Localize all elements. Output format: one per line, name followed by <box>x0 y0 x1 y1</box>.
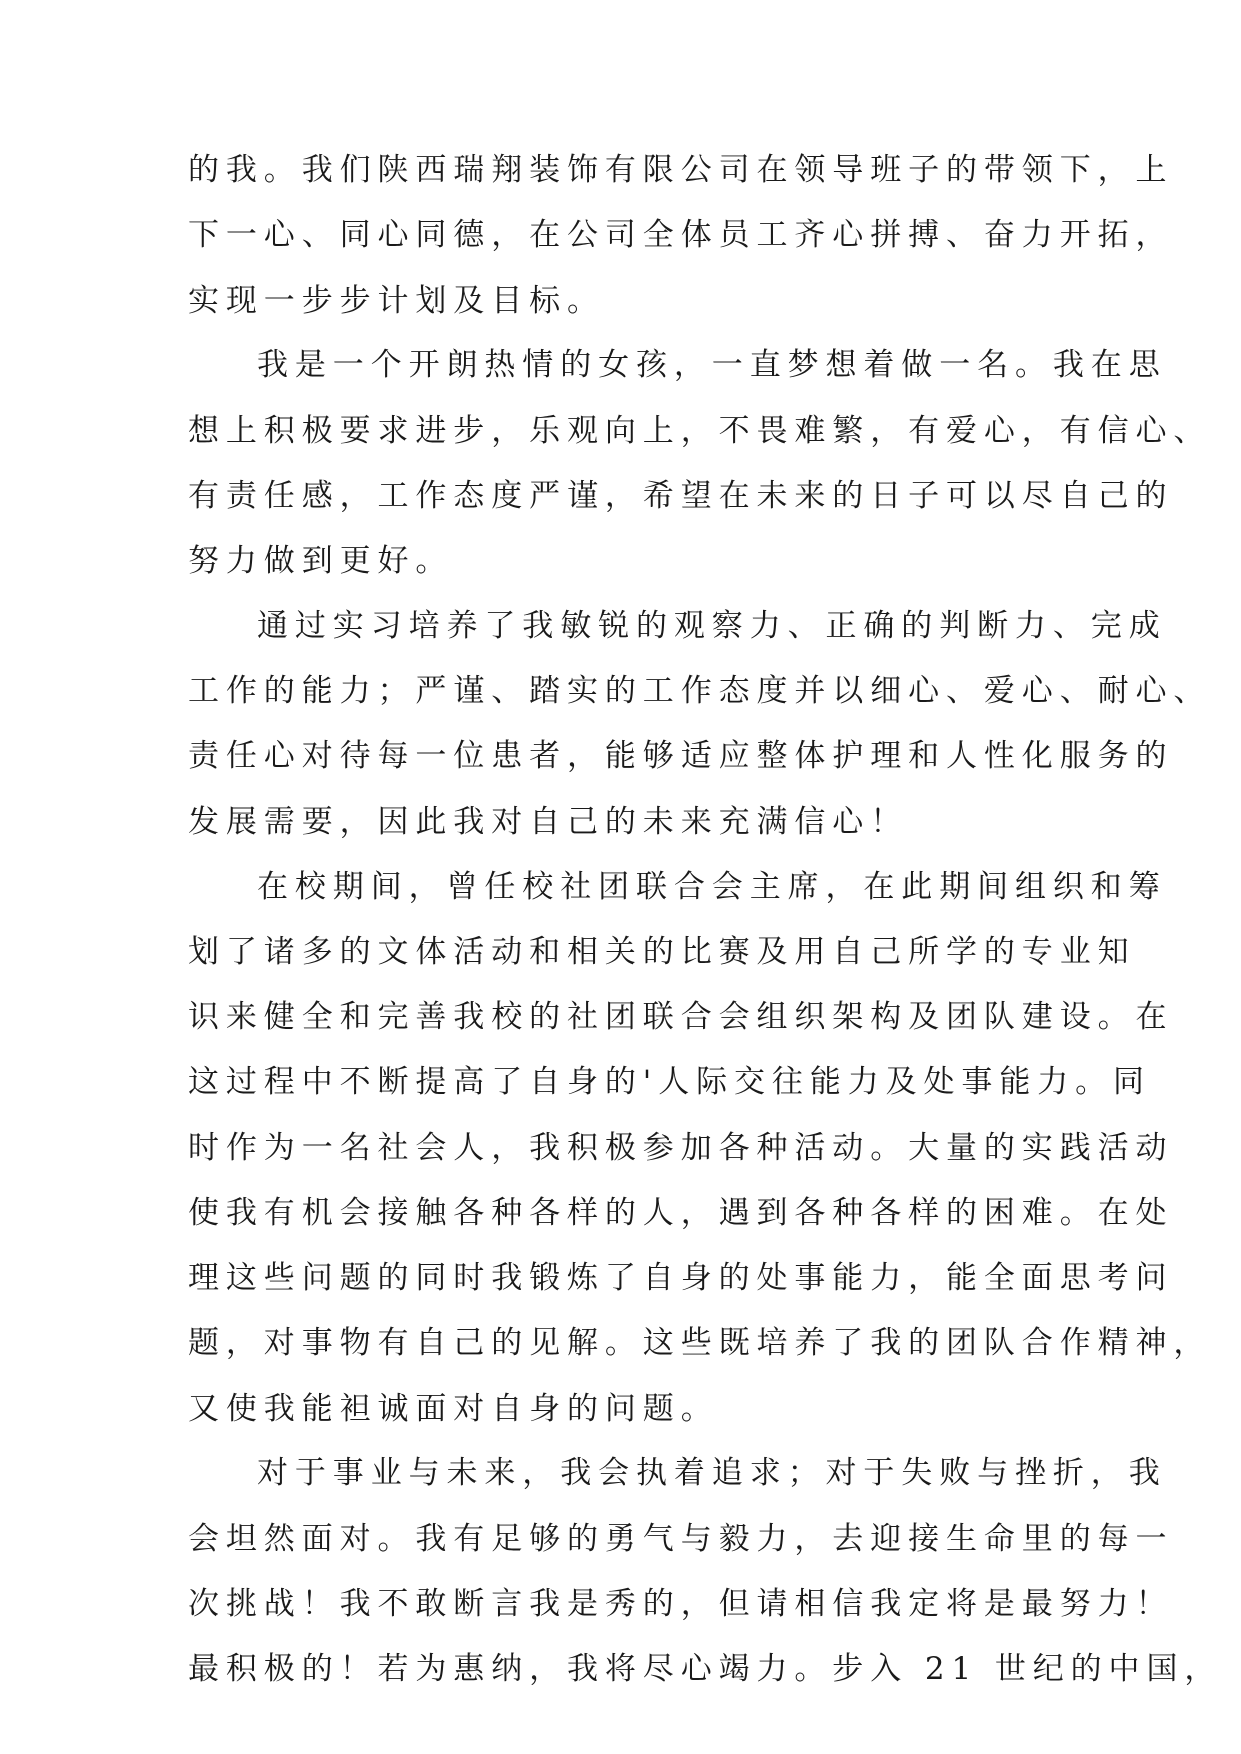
text-line: 理这些问题的同时我锻炼了自身的处事能力，能全面思考问 <box>188 1260 1174 1296</box>
text-line: 责任心对待每一位患者，能够适应整体护理和人性化服务的 <box>188 738 1174 774</box>
text-line: 工作的能力；严谨、踏实的工作态度并以细心、爱心、耐心、 <box>188 673 1212 709</box>
text-line: 想上积极要求进步，乐观向上，不畏难繁，有爱心，有信心、 <box>188 413 1212 449</box>
paragraph-first-line: 对于事业与未来，我会执着追求；对于失败与挫折，我 <box>257 1455 1167 1491</box>
text-line: 时作为一名社会人，我积极参加各种活动。大量的实践活动 <box>188 1130 1174 1166</box>
text-line: 努力做到更好。 <box>188 543 454 579</box>
text-line: 这过程中不断提高了自身的'人际交往能力及处事能力。同 <box>188 1064 1151 1100</box>
text-line: 实现一步步计划及目标。 <box>188 283 605 319</box>
paragraph-first-line: 通过实习培养了我敏锐的观察力、正确的判断力、完成 <box>257 608 1167 644</box>
text-line: 发展需要，因此我对自己的未来充满信心！ <box>188 804 909 840</box>
text-line: 使我有机会接触各种各样的人，遇到各种各样的困难。在处 <box>188 1195 1174 1231</box>
text-line: 次挑战！我不敢断言我是秀的，但请相信我定将是最努力！ <box>188 1586 1174 1622</box>
text-line: 划了诸多的文体活动和相关的比赛及用自己所学的专业知 <box>188 934 1136 970</box>
text-line: 的我。我们陕西瑞翔装饰有限公司在领导班子的带领下，上 <box>188 152 1174 188</box>
paragraph-first-line: 在校期间，曾任校社团联合会主席，在此期间组织和筹 <box>257 869 1167 905</box>
text-line: 有责任感，工作态度严谨，希望在未来的日子可以尽自己的 <box>188 478 1174 514</box>
text-line: 会坦然面对。我有足够的勇气与毅力，去迎接生命里的每一 <box>188 1521 1174 1557</box>
text-line: 最积极的！若为惠纳，我将尽心竭力。步入 21 世纪的中国， <box>188 1651 1223 1687</box>
text-line: 又使我能袒诚面对自身的问题。 <box>188 1391 719 1427</box>
text-line: 题，对事物有自己的见解。这些既培养了我的团队合作精神， <box>188 1325 1212 1361</box>
paragraph-first-line: 我是一个开朗热情的女孩，一直梦想着做一名。我在思 <box>257 347 1167 383</box>
text-line: 识来健全和完善我校的社团联合会组织架构及团队建设。在 <box>188 999 1174 1035</box>
text-line: 下一心、同心同德，在公司全体员工齐心拼搏、奋力开拓， <box>188 217 1174 253</box>
